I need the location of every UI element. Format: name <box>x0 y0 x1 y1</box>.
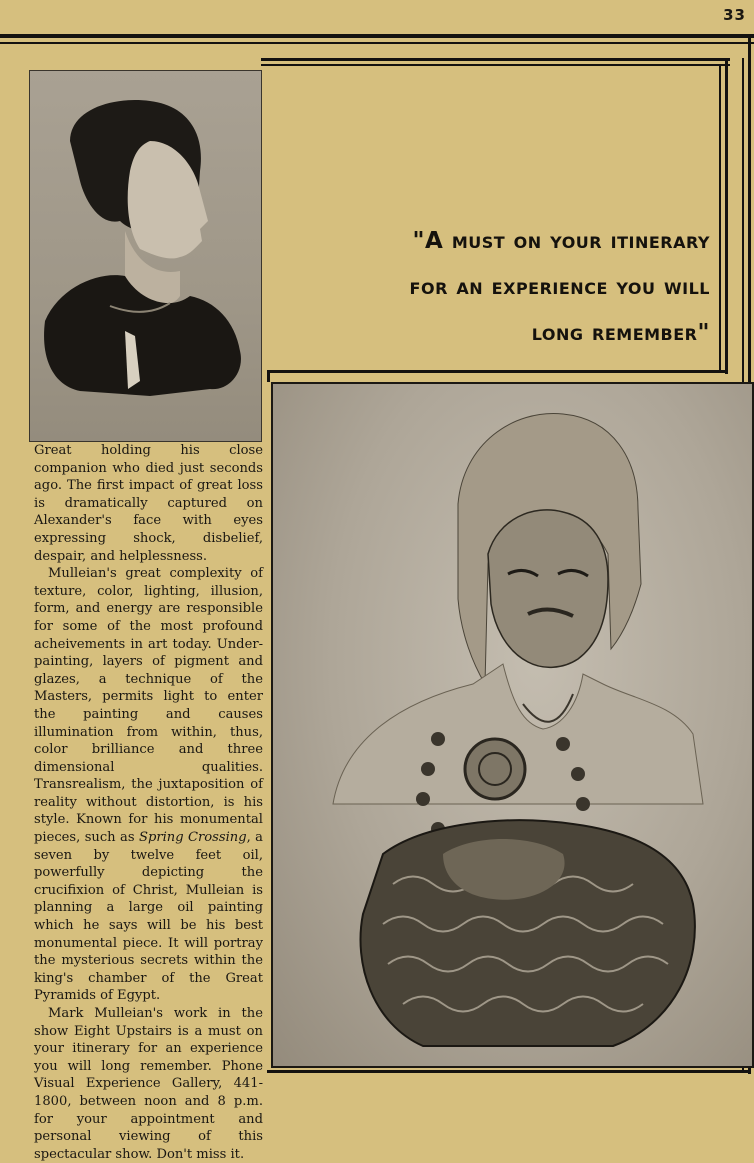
quote-box-top-inner <box>261 64 730 66</box>
pull-quote: "A must on your itinerary for an experience you will long remember" <box>409 228 710 346</box>
top-rule-thin <box>0 42 754 44</box>
article-paragraph-2 <box>34 565 263 1005</box>
article-paragraph-3: Mark Mulleian's work in the show Eight Upstairs is a must on your itinerary for an experience you will long remember. Phone Visual Experience Gallery, 441-1800, between noon and 8 p.m. for your appointment and personal viewing of this spectacular show. Don't miss it. <box>34 1006 263 1162</box>
top-rule-thick <box>0 34 754 38</box>
quote-box-bottom <box>267 370 728 373</box>
article-paragraph-2-part-a: Mulleian's great complexity of texture, color, lighting, illusion, form, and energy are responsible for some of the most profound acheivements in art today. Under-painting, layers of pigment and glazes, a technique of the Masters, permits light to enter the painting and causes illumination from within, thus, color brilliance and three dimensional qualities. Transrealism, the juxtaposition of reality without distortion, is his style. Known for his monumental pieces, such as <box>34 566 263 846</box>
quote-box <box>261 58 730 374</box>
page-number: 33 <box>723 6 746 24</box>
quote-box-left <box>267 370 270 382</box>
article-column <box>34 442 263 1163</box>
artist-portrait-photo <box>29 70 262 442</box>
painting-illustration <box>273 384 752 1066</box>
article-paragraph-1: Great holding his close companion who died just seconds ago. The first impact of great loss is dramatically captured on Alexander's face with eyes expressing shock, disbelief, despair, and helplessness. <box>34 443 263 564</box>
quote-box-top <box>261 58 730 61</box>
quote-box-right-inner <box>719 64 721 370</box>
bottom-rule <box>267 1070 751 1073</box>
quote-box-right <box>725 58 728 374</box>
article-paragraph-2-part-b: , a seven by twelve feet oil, powerfully depicting the crucifixion of Christ, Mulleian is planning a large oil painting which he says will be his best monumental piece. It will portray the mysterious secrets within the king's chamber of the Great Pyramids of Egypt. <box>34 830 263 1004</box>
artwork-title: Spring Crossing <box>138 830 247 846</box>
artist-portrait-illustration <box>30 71 261 441</box>
painting <box>271 382 754 1068</box>
